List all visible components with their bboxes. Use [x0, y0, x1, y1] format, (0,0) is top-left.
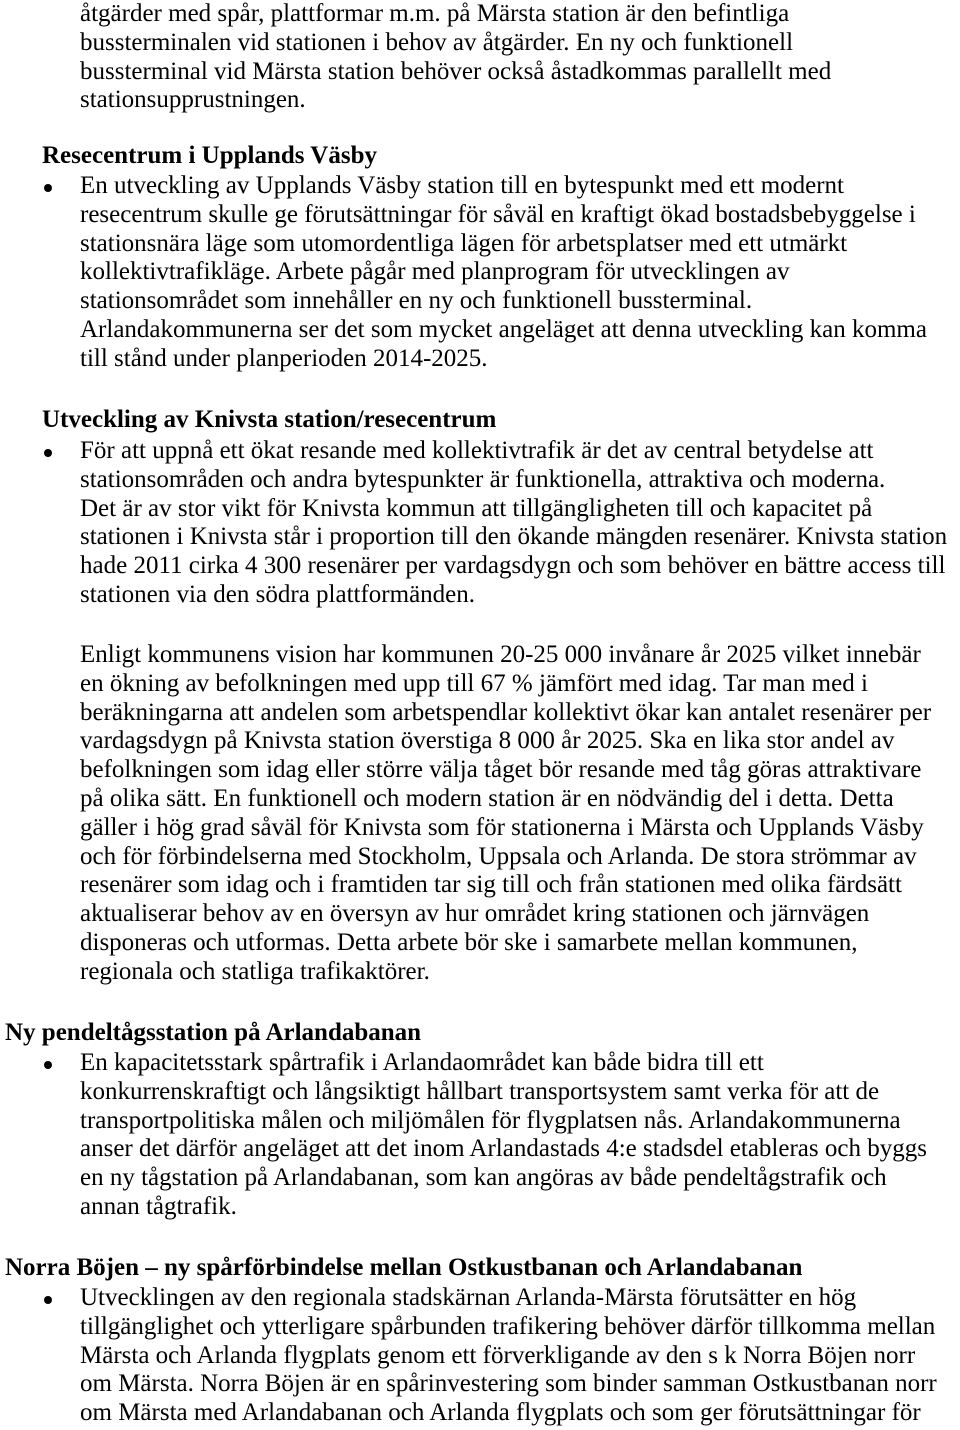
- bullet-icon: [44, 184, 52, 192]
- text-line: en ny tågstation på Arlandabanan, som kan angöras av både pendeltågstrafik och: [80, 1164, 887, 1192]
- bullet-item: [80, 172, 927, 374]
- text-line: stationen i Knivsta står i proportion till den ökande mängden resenärer. Knivsta station: [80, 523, 948, 551]
- text-line: anser det därför angeläget att det inom Arlandastads 4:e stadsdel etableras och byggs: [80, 1135, 927, 1163]
- text-line: annan tågtrafik.: [80, 1192, 237, 1220]
- bullet-item: [80, 437, 947, 610]
- text-line: bussterminal vid Märsta station behöver också åstadkommas parallellt med: [80, 57, 832, 85]
- bullet-item: [80, 1284, 937, 1428]
- text-line: en ökning av befolkningen med upp till 67 % jämfört med idag. Tar man med i: [80, 669, 868, 697]
- text-line: gäller i hög grad såväl för Knivsta som för stationerna i Märsta och Upplands Väsby: [80, 813, 924, 841]
- text-line: om Märsta med Arlandabanan och Arlanda flygplats och som ger förutsättningar för: [80, 1399, 921, 1427]
- text-line: konkurrenskraftigt och långsiktigt hållbart transportsystem samt verka för att de: [80, 1077, 880, 1105]
- section-heading: Ny pendeltågsstation på Arlandabanan: [5, 1019, 422, 1046]
- text-line: hade 2011 cirka 4 300 resenärer per vardagsdygn och som behöver en bättre access till: [80, 552, 946, 580]
- bullet-item: [80, 1049, 927, 1222]
- text-line: stationsnära läge som utomordentliga lägen för arbetsplatser med ett utmärkt: [80, 229, 848, 257]
- text-line: aktualiserar behov av en översyn av hur området kring stationen och järnvägen: [80, 900, 870, 928]
- text-line: En utveckling av Upplands Väsby station till en bytespunkt med ett modernt: [80, 172, 845, 199]
- text-line: stationsområden och andra bytespunkter är funktionella, attraktiva och moderna.: [80, 465, 886, 493]
- bullet-icon: [44, 1061, 52, 1069]
- text-line: kollektivtrafikläge. Arbete pågår med planprogram för utvecklingen av: [80, 258, 790, 286]
- text-line: disponeras och utformas. Detta arbete bör ske i samarbete mellan kommunen,: [80, 928, 858, 956]
- text-line: befolkningen som idag eller större välja tåget bör resande med tåg göras attraktivare: [80, 756, 922, 784]
- text-line: om Märsta. Norra Böjen är en spårinvestering som binder samman Ostkustbanan norr: [80, 1370, 937, 1398]
- bullet-icon: [44, 1296, 52, 1304]
- body-paragraph: [80, 641, 931, 987]
- text-line: stationen via den södra plattformänden.: [80, 580, 476, 608]
- text-line: regionala och statliga trafikaktörer.: [80, 957, 430, 985]
- section-heading: Resecentrum i Upplands Väsby: [42, 142, 377, 169]
- text-line: åtgärder med spår, plattformar m.m. på Märsta station är den befintliga: [80, 0, 790, 27]
- text-line: tillgänglighet och ytterligare spårbunden trafikering behöver därför tillkomma mellan: [80, 1312, 936, 1340]
- text-line: vardagsdygn på Knivsta station överstiga 8 000 år 2025. Ska en lika stor andel av: [80, 727, 895, 755]
- bullet-icon: [44, 449, 52, 457]
- text-line: stationsområdet som innehåller en ny och funktionell bussterminal.: [80, 287, 753, 315]
- text-line: beräkningarna att andelen som arbetspendlar kollektivt ökar kan antalet resenärer per: [80, 698, 932, 726]
- text-line: på olika sätt. En funktionell och modern station är en nödvändig del i detta. Detta: [80, 784, 894, 812]
- section-heading: Utveckling av Knivsta station/resecentrum: [42, 406, 497, 433]
- intro-paragraph: [80, 0, 831, 115]
- section-heading: Norra Böjen – ny spårförbindelse mellan Ostkustbanan och Arlandabanan: [5, 1254, 803, 1281]
- text-line: En kapacitetsstark spårtrafik i Arlandaområdet kan både bidra till ett: [80, 1049, 764, 1076]
- text-line: transportpolitiska målen och miljömålen för flygplatsen nås. Arlandakommunerna: [80, 1106, 901, 1134]
- text-line: Arlandakommunerna ser det som mycket angeläget att denna utveckling kan komma: [80, 315, 927, 343]
- text-line: och för förbindelserna med Stockholm, Uppsala och Arlanda. De stora strömmar av: [80, 842, 917, 870]
- text-line: För att uppnå ett ökat resande med kollektivtrafik är det av central betydelse att: [80, 437, 874, 464]
- text-line: resecentrum skulle ge förutsättningar för såväl en kraftigt ökad bostadsbebyggelse i: [80, 200, 916, 228]
- text-line: till stånd under planperioden 2014-2025.: [80, 344, 488, 372]
- text-line: Det är av stor vikt för Knivsta kommun att tillgängligheten till och kapacitet på: [80, 494, 873, 522]
- text-line: bussterminalen vid stationen i behov av åtgärder. En ny och funktionell: [80, 28, 794, 56]
- text-line: Utvecklingen av den regionala stadskärnan Arlanda-Märsta förutsätter en hög: [80, 1284, 857, 1311]
- text-line: resenärer som idag och i framtiden tar sig till och från stationen med olika färdsätt: [80, 871, 902, 899]
- text-line: Märsta och Arlanda flygplats genom ett förverkligande av den s k Norra Böjen norr: [80, 1341, 916, 1369]
- text-line: stationsupprustningen.: [80, 86, 306, 114]
- text-line: Enligt kommunens vision har kommunen 20-25 000 invånare år 2025 vilket innebär: [80, 641, 921, 668]
